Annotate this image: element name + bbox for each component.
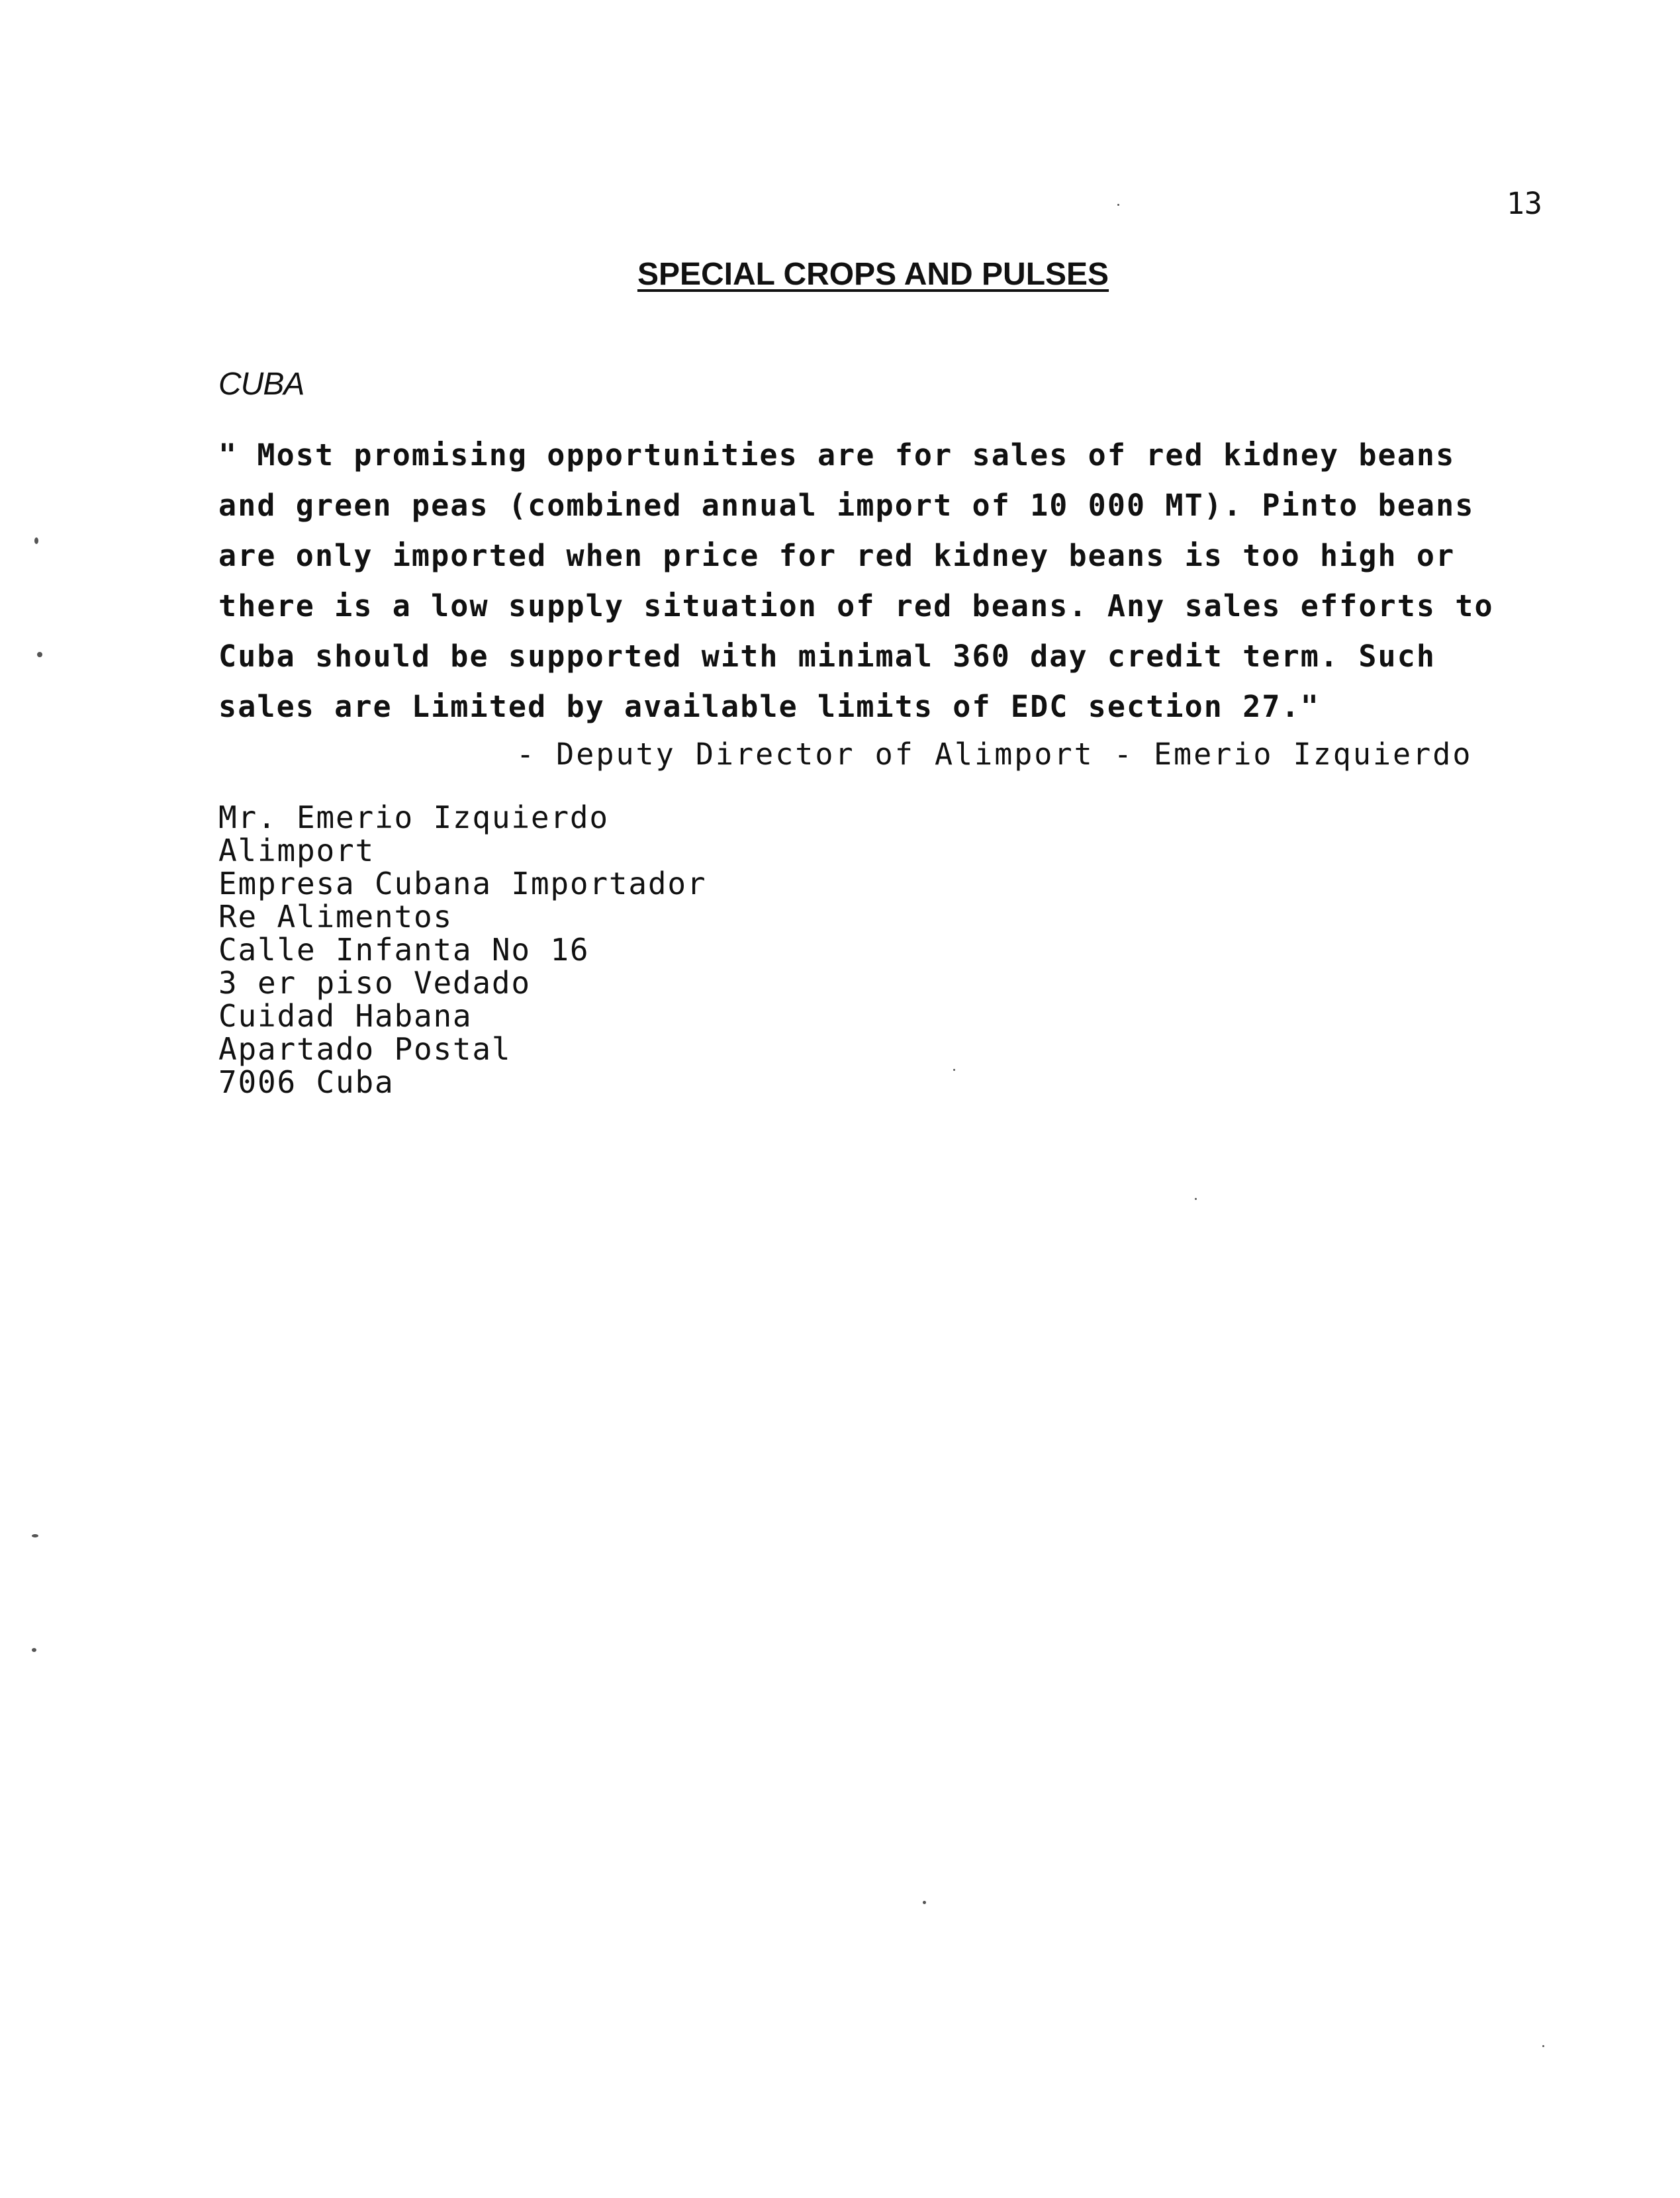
address-line: Alimport — [218, 833, 375, 868]
scan-speck — [923, 1901, 926, 1904]
scan-speck — [953, 1069, 955, 1071]
scan-speck — [32, 1648, 36, 1652]
address-block — [218, 801, 706, 1099]
quote-line: are only imported when price for red kidney beans is too high or — [218, 538, 1456, 573]
address-line: Mr. Emerio Izquierdo — [218, 800, 609, 835]
address-line: Re Alimentos — [218, 899, 453, 935]
section-title-text: SPECIAL CROPS AND PULSES — [637, 257, 1109, 292]
address-line: Calle Infanta No 16 — [218, 932, 590, 968]
country-heading: CUBA — [218, 367, 304, 402]
page-number: 13 — [1506, 186, 1542, 221]
address-line: Cuidad Habana — [218, 998, 473, 1034]
scan-speck — [34, 537, 38, 544]
scan-speck — [32, 1534, 38, 1537]
scan-speck — [37, 652, 42, 657]
section-title — [0, 252, 1680, 298]
address-line: Apartado Postal — [218, 1031, 512, 1067]
address-line: 3 er piso Vedado — [218, 965, 531, 1001]
quote-attribution: - Deputy Director of Alimport - Emerio Izquierdo — [516, 737, 1473, 772]
scan-speck — [1117, 204, 1119, 206]
quote-block — [218, 430, 1542, 732]
quote-line: sales are Limited by available limits of EDC section 27." — [218, 689, 1320, 724]
address-line: 7006 Cuba — [218, 1064, 395, 1100]
scan-speck — [1542, 2045, 1544, 2047]
address-line: Empresa Cubana Importador — [218, 866, 707, 901]
scan-speck — [1195, 1198, 1197, 1200]
quote-line: there is a low supply situation of red beans. Any sales efforts to — [218, 588, 1494, 623]
quote-line: " Most promising opportunities are for sales of red kidney beans — [218, 437, 1456, 473]
quote-line: Cuba should be supported with minimal 360 day credit term. Such — [218, 639, 1436, 674]
quote-line: and green peas (combined annual import of 10 000 MT). Pinto beans — [218, 488, 1475, 523]
